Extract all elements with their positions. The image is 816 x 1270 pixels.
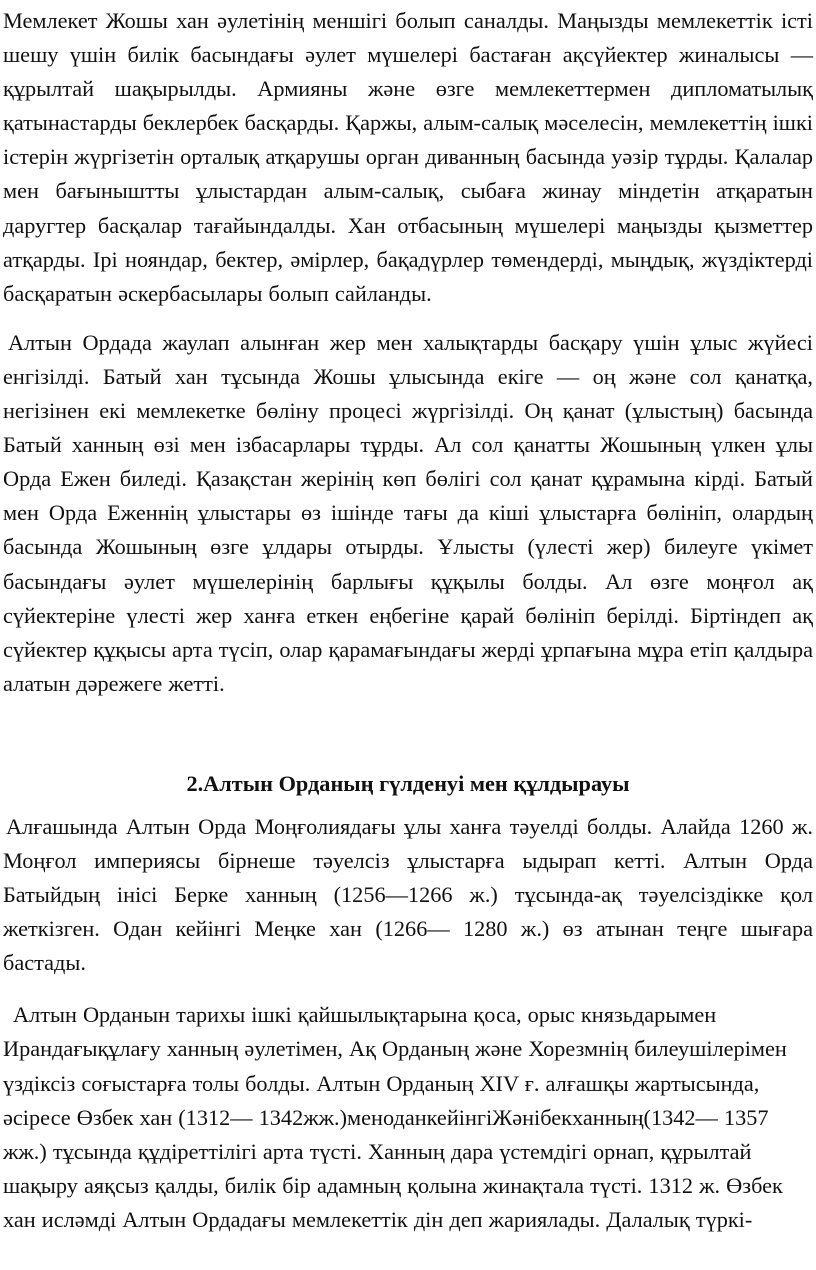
paragraph-ulus-system: Алтын Ордада жаулап алынған жер мен халықтарды басқару үшін ұлыс жүйесі енгізілді. Батый хан тұсында Жошы ұлысында екіге — оң және сол қанатқа, негізінен екі мемлекетке бөліну процесі жүргізілді. Оң қанат (ұлыстың) басында Батый ханның өзі мен ізбасарлары тұрды. Ал сол қанатты Жошының үлкен ұлы Орда Ежен биледі. Қазақстан жерінің көп бөлігі сол қанат құрамына кірді. Батый мен Орда Еженнің ұлыстары өз ішінде тағы да кіші ұлыстарға бөлініп, олардың басында Жошының өзге ұлдары отырды. Ұлысты (үлесті жер) билеуге үкімет басындағы әулет мүшелерінің барлығы құқылы болды. Ал өзге моңғол ақ сүйектеріне үлесті жер ханға еткен еңбегіне қарай бөлініп берілді. Біртіндеп ақ сүйектер құқысы арта түсіп, олар қарамағындағы жерді ұрпағына мұра етіп қалдыра алатын дәрежеге жетті. [3,329,813,696]
paragraph-state-administration: Мемлекет Жошы хан әулетінің меншігі болып саналды. Маңызды мемлекеттік істі шешу үшін билік басындағы әулет мүшелері бастаған ақсүйектер жиналысы — құрылтай шақырылды. Армияны және өзге мемлекеттермен дипломатылық қатынастарды беклербек басқарды. Қаржы, алым-салық мәселесін, мемлекеттің ішкі істерін жүргізетін орталық атқарушы орган диванның басында уәзір тұрды. Қалалар мен бағыныштты ұлыстардан алым-салық, сыбаға жинау міндетін атқаратын даругтер басқалар тағайындалды. Хан отбасының мүшелері маңызды қызметтер атқарды. Ірі нояндар, бектер, әмірлер, бақадүрлер төмендерді, мыңдық, жүздіктерді басқаратын әскербасылары болып сайланды. [3,8,813,306]
paragraph-history-conflicts: Алтын Орданын тарихы ішкі қайшылықтарына қоса, орыс князьдарымен Ирандағықұлағу ханның әулетімен, Ақ Орданың және Хорезмнің билеушілерімен үздіксіз соғыстарға толы болды. Алтын Орданың XIV ғ. алғашқы жартысында, әсіресе Өзбек хан (1312— 1342жж.)меноданкейінгіЖәнібекханның(1342— 1357 жж.) тұсында құдіреттілігі арта түсті. Ханның дара үстемдігі орнап, құрылтай шақыру аяқсыз қалды, билік бір адамның қолына жинақтала түсті. 1312 ж. Өзбек хан исләмді Алтын Ордадағы мемлекеттік дін деп жариялады. Далалық түркі- [3,1002,787,1232]
paragraph-independence: Алғашында Алтын Орда Моңғолиядағы ұлы ханға тәуелді болды. Алайда 1260 ж. Моңғол империясы бірнеше тәуелсіз ұлыстарға ыдырап кетті. Алтын Орда Батыйдың інісі Берке ханның (1256—1266 ж.) тұсында-ақ тәуелсіздікке қол жеткізген. Одан кейінгі Меңке хан (1266— 1280 ж.) өз атынан теңге шығара бастады. [3,813,813,976]
section-heading: 2.Алтын Орданың гүлденуі мен құлдырауы [186,770,630,796]
